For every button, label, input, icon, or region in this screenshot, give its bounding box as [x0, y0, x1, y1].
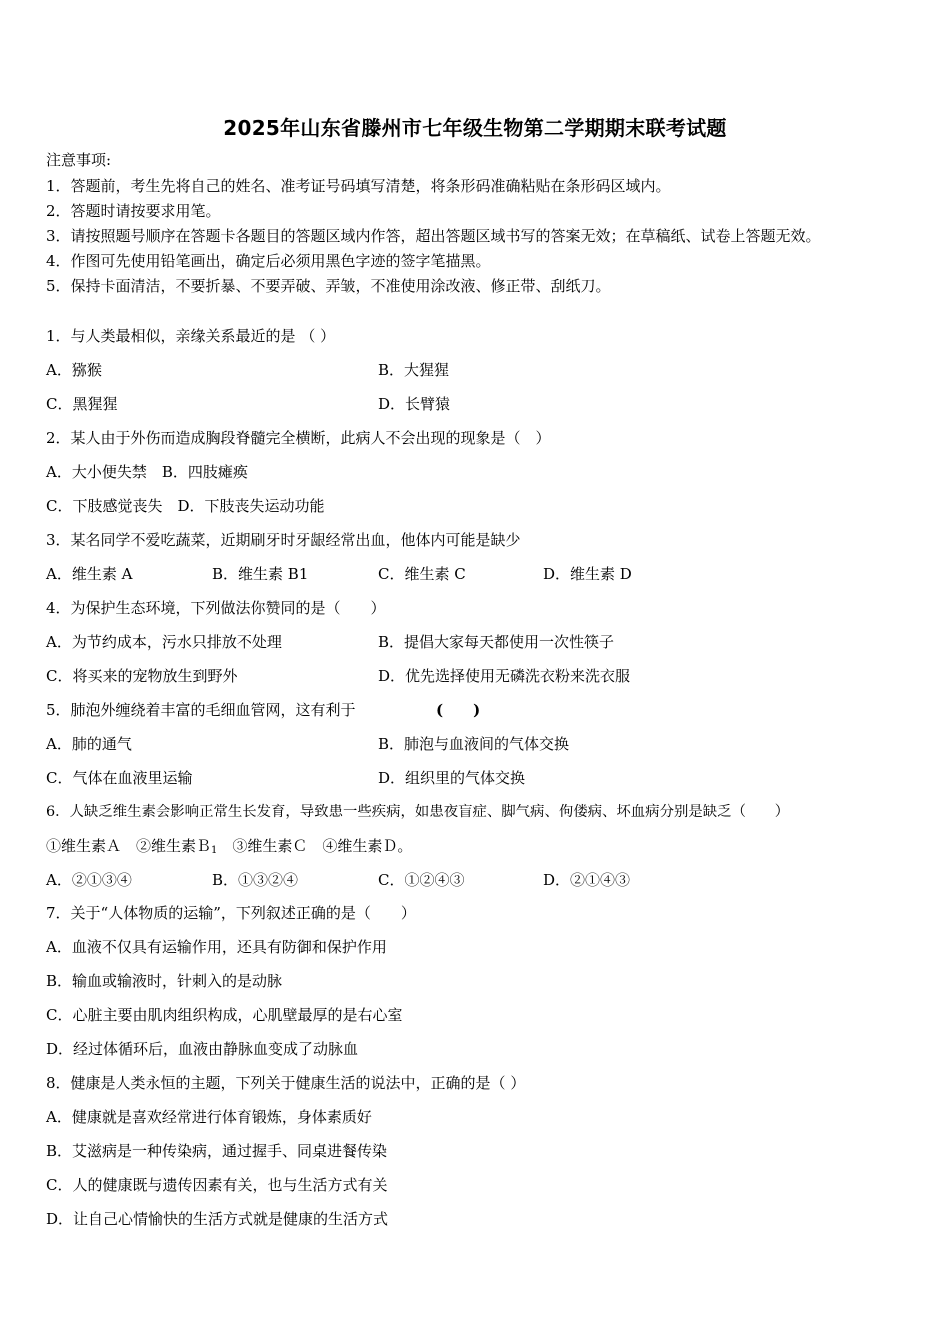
option-d: D．组织里的气体交换: [378, 769, 526, 787]
option-a: A．维生素 A: [46, 565, 133, 583]
question-stem: 3．某名同学不爱吃蔬菜，近期刷牙时牙龈经常出血，他体内可能是缺少: [46, 531, 521, 549]
option-b: B．肺泡与血液间的气体交换: [378, 735, 570, 753]
option-b: B．维生素 B1: [212, 565, 309, 583]
question-stem: 2．某人由于外伤而造成胸段脊髓完全横断，此病人不会出现的现象是（ ）: [46, 429, 551, 447]
notice-item: 3．请按照题号顺序在答题卡各题目的答题区域内作答，超出答题区域书写的答案无效；在草稿纸、试卷上答题无效。: [46, 227, 821, 245]
option-c: C．心脏主要由肌肉组织构成，心肌壁最厚的是右心室: [46, 1006, 403, 1024]
page-title: 2025年山东省滕州市七年级生物第二学期期末联考试题: [223, 116, 727, 140]
option-b: B．提倡大家每天都使用一次性筷子: [378, 633, 615, 651]
option-c: C．气体在血液里运输: [46, 769, 193, 787]
option-d: D．优先选择使用无磷洗衣粉来洗衣服: [378, 667, 631, 685]
options-cd: C．下肢感觉丧失 D．下肢丧失运动功能: [46, 497, 325, 515]
question-stem: 4．为保护生态环境，下列做法你赞同的是（ ）: [46, 599, 386, 617]
option-a: A．健康就是喜欢经常进行体育锻炼，身体素质好: [46, 1108, 372, 1126]
option-d: D．长臂猿: [378, 395, 451, 413]
vitamin-list-pre: ①维生素Ａ ②维生素Ｂ: [46, 837, 212, 855]
option-b: B．①③②④: [212, 871, 299, 889]
option-a: A．猕猴: [46, 361, 102, 379]
question-stem: 5．肺泡外缠绕着丰富的毛细血管网，这有利于: [46, 701, 356, 719]
option-c: C．将买来的宠物放生到野外: [46, 667, 238, 685]
option-b: B．艾滋病是一种传染病，通过握手、同桌进餐传染: [46, 1142, 388, 1160]
notice-item: 1．答题前，考生先将自己的姓名、准考证号码填写清楚，将条形码准确粘贴在条形码区域内。: [46, 177, 671, 195]
notice-item: 4．作图可先使用铅笔画出，确定后必须用黑色字迹的签字笔描黑。: [46, 252, 491, 270]
notice-item: 2．答题时请按要求用笔。: [46, 202, 221, 220]
option-c: C．①②④③: [378, 871, 465, 889]
option-b: B．大猩猩: [378, 361, 450, 379]
option-a: A．②①③④: [46, 871, 132, 889]
notice-heading: 注意事项:: [46, 151, 112, 169]
question-stem: 1．与人类最相似，亲缘关系最近的是 （ ）: [46, 327, 336, 345]
option-d: D．让自己心情愉快的生活方式就是健康的生活方式: [46, 1210, 389, 1228]
option-d: D．维生素 D: [543, 565, 632, 583]
notice-item: 5．保持卡面清洁，不要折暴、不要弄破、弄皱，不准使用涂改液、修正带、刮纸刀。: [46, 277, 611, 295]
option-a: A．血液不仅具有运输作用，还具有防御和保护作用: [46, 938, 387, 956]
question-stem: 7．关于“人体物质的运输”，下列叙述正确的是（ ）: [46, 904, 416, 922]
option-d: D．经过体循环后，血液由静脉血变成了动脉血: [46, 1040, 359, 1058]
option-c: C．人的健康既与遗传因素有关，也与生活方式有关: [46, 1176, 388, 1194]
option-a: A．为节约成本，污水只排放不处理: [46, 633, 282, 651]
option-a: A．肺的通气: [46, 735, 132, 753]
option-c: C．黑猩猩: [46, 395, 118, 413]
answer-paren: ( ): [436, 701, 481, 719]
option-d: D．②①④③: [543, 871, 631, 889]
vitamin-subscript: 1: [211, 845, 218, 856]
question-stem: 6．人缺乏维生素会影响正常生长发育，导致患一些疾病，如患夜盲症、脚气病、佝偻病、坏血病分别是缺乏（ ）: [46, 804, 790, 820]
options-ab: A．大小便失禁 B．四肢瘫痪: [46, 463, 248, 481]
option-b: B．输血或输液时，针刺入的是动脉: [46, 972, 283, 990]
question-stem: 8．健康是人类永恒的主题，下列关于健康生活的说法中，正确的是（ ）: [46, 1074, 526, 1092]
vitamin-list: [46, 836, 412, 861]
option-c: C．维生素 C: [378, 565, 466, 583]
vitamin-list-post: ③维生素Ｃ ④维生素Ｄ。: [217, 837, 413, 855]
